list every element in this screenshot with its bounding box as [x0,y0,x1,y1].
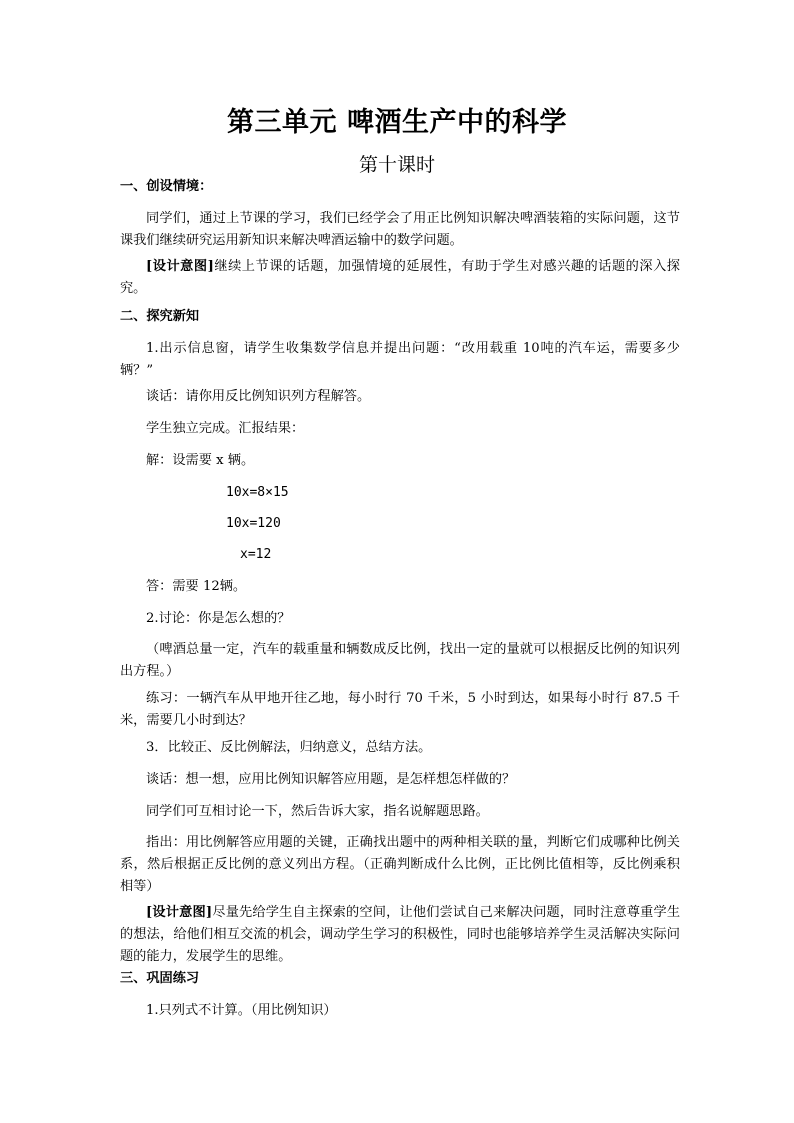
design-intent-2 [120,902,680,968]
equation-1: 10x=8×15 [226,485,289,500]
page-title: 第三单元 啤酒生产中的科学 [227,107,567,138]
solution-setup: 解：设需要 x 辆。 [146,453,255,468]
design-intent-text: 继续上节课的话题，加强情境的延展性，有助于学生对感兴趣的话题的深入探究。 [120,259,680,296]
design-intent-text: 尽量先给学生自主探索的空间，让他们尝试自己来解决问题，同时注意尊重学生的想法，给他们相互交流的机会，调动学生学习的积极性，同时也能够培养学生灵活解决实际问题的能力，发展学生的思维。 [120,905,681,964]
talk-2: 谈话：想一想，应用比例知识解答应用题，是怎样想怎样做的？ [146,772,516,787]
design-intent-tag: [设计意图] [146,905,213,920]
equation-2: 10x=120 [226,516,281,531]
section-heading-3: 三、巩固练习 [120,971,200,986]
section-heading-1: 一、创设情境： [120,179,213,194]
exercise-1: 1.只列式不计算。（用比例知识） [146,1003,337,1018]
paragraph-intro: 同学们，通过上节课的学习，我们已经学会了用正比例知识解决啤酒装箱的实际问题，这节课我们继续研究运用新知识来解决啤酒运输中的数学问题。 [120,211,680,248]
student-report: 学生独立完成。汇报结果： [146,421,305,436]
paragraph-info-window: 1.出示信息窗，请学生收集数学信息并提出问题：“改用载重 10吨的汽车运，需要多少辆？” [120,341,680,378]
page-subtitle: 第十课时 [358,154,435,176]
equation-3: x=12 [240,547,272,562]
practice-problem: 练习：一辆汽车从甲地开往乙地，每小时行 70 千米，5 小时到达，如果每小时行 87.5 千米，需要几小时到达？ [120,691,680,728]
key-point: 指出：用比例解答应用题的关键，正确找出题中的两种相关联的量，判断它们成哪种比例关系，然后根据正反比例的意义列出方程。（正确判断成什么比例，正比例比值相等，反比例乘积相等） [120,835,680,894]
answer: 答：需要 12辆。 [146,579,247,594]
talk-1: 谈话：请你用反比例知识列方程解答。 [146,389,371,404]
discussion-explanation: （啤酒总量一定，汽车的载重量和辆数成反比例，找出一定的量就可以根据反比例的知识列出方程。） [120,642,680,679]
section-heading-2: 二、探究新知 [120,309,200,324]
discussion-2: 同学们可互相讨论一下，然后告诉大家，指名说解题思路。 [146,804,489,819]
design-intent-tag: [设计意图] [146,259,214,274]
compare-methods: 3．比较正、反比例解法，归纳意义，总结方法。 [146,740,432,755]
design-intent-1 [120,256,680,300]
discussion-question: 2.讨论：你是怎么想的？ [146,611,291,626]
